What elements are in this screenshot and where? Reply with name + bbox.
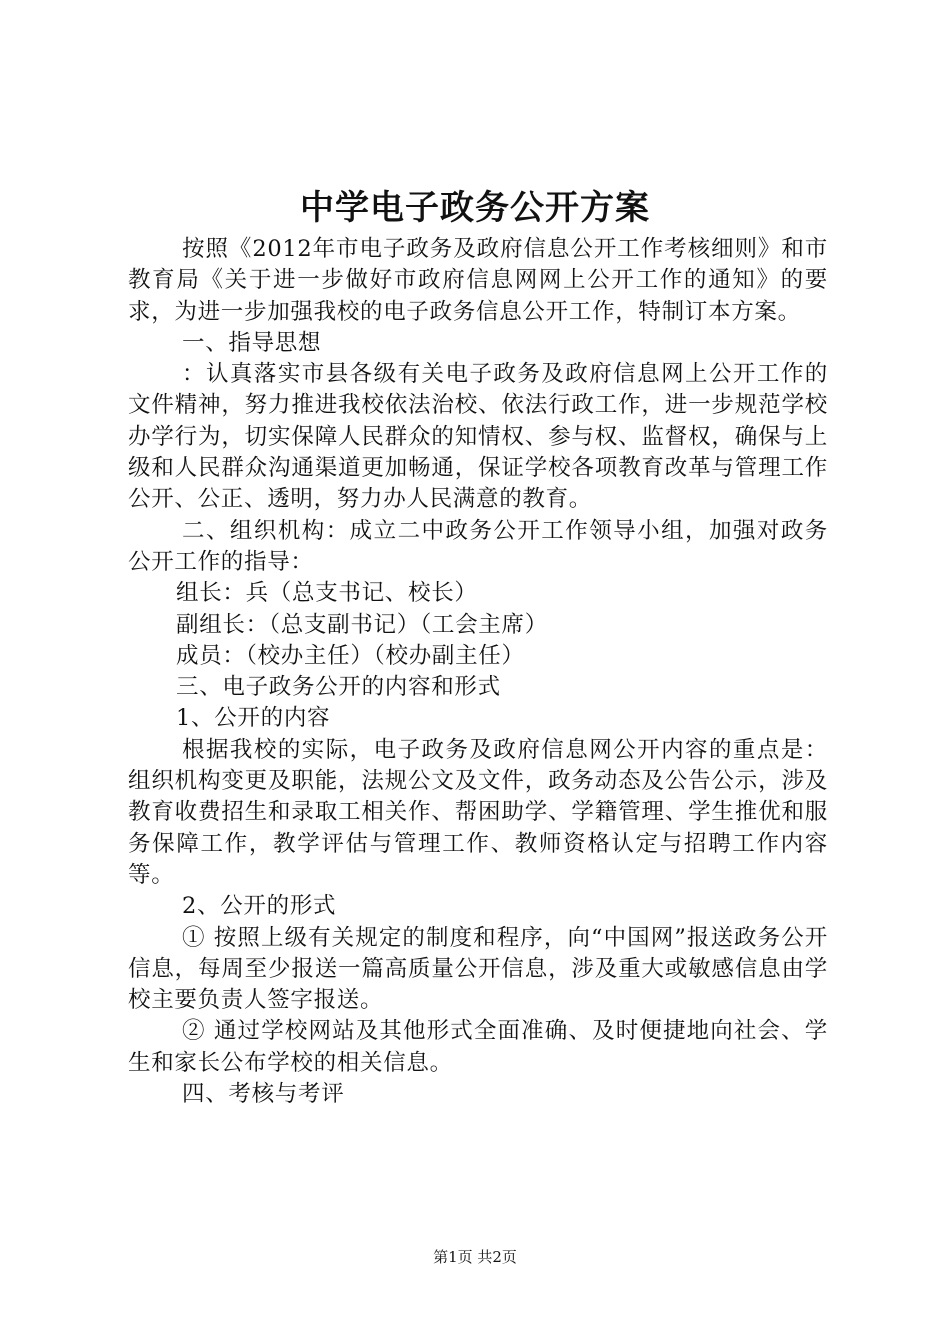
group-leader-line: 组长：兵（总支书记、校长） — [176, 580, 478, 607]
intro-paragraph: 按照《2012年市电子政务及政府信息公开工作考核细则》和市教育局《关于进一步做好市政府信息网网上公开工作的通知》的要求，为进一步加强我校的电子政务信息公开工作，特制订本方案。 — [128, 236, 828, 325]
organization-paragraph: 二、组织机构：成立二中政务公开工作领导小组，加强对政务公开工作的指导： — [128, 517, 828, 575]
subheading-content: 1、公开的内容 — [176, 705, 331, 732]
form-item-2: ② 通过学校网站及其他形式全面准确、及时便捷地向社会、学生和家长公布学校的相关信息。 — [128, 1018, 828, 1076]
content-paragraph: 根据我校的实际，电子政务及政府信息网公开内容的重点是：组织机构变更及职能，法规公文及文件，政务动态及公告公示，涉及教育收费招生和录取工相关作、帮困助学、学籍管理、学生推优和服务保障工作，教学评估与管理工作、教师资格认定与招聘工作内容等。 — [128, 736, 828, 888]
section-heading-assessment: 四、考核与考评 — [182, 1081, 345, 1108]
deputy-leader-line: 副组长：（总支副书记）（工会主席） — [176, 611, 548, 638]
document-title: 中学电子政务公开方案 — [300, 188, 650, 228]
members-line: 成员：（校办主任）（校办副主任） — [176, 642, 525, 669]
form-item-1: ① 按照上级有关规定的制度和程序，向“中国网”报送政务公开信息，每周至少报送一篇高质量公开信息，涉及重大或敏感信息由学校主要负责人签字报送。 — [128, 924, 828, 1014]
page-number-footer: 第1页 共2页 — [433, 1248, 517, 1266]
section-heading-guiding-ideology: 一、指导思想 — [182, 329, 322, 356]
subheading-form: 2、公开的形式 — [182, 893, 337, 920]
document-body — [128, 234, 828, 1110]
section-heading-content-form: 三、电子政务公开的内容和形式 — [176, 674, 501, 701]
guiding-ideology-paragraph: ：认真落实市县各级有关电子政务及政府信息网上公开工作的文件精神，努力推进我校依法治校、依法行政工作，进一步规范学校办学行为，切实保障人民群众的知情权、参与权、监督权，确保与上级和人民群众沟通渠道更加畅通，保证学校各项教育改革与管理工作公开、公正、透明，努力办人民满意的教育。 — [128, 361, 828, 513]
